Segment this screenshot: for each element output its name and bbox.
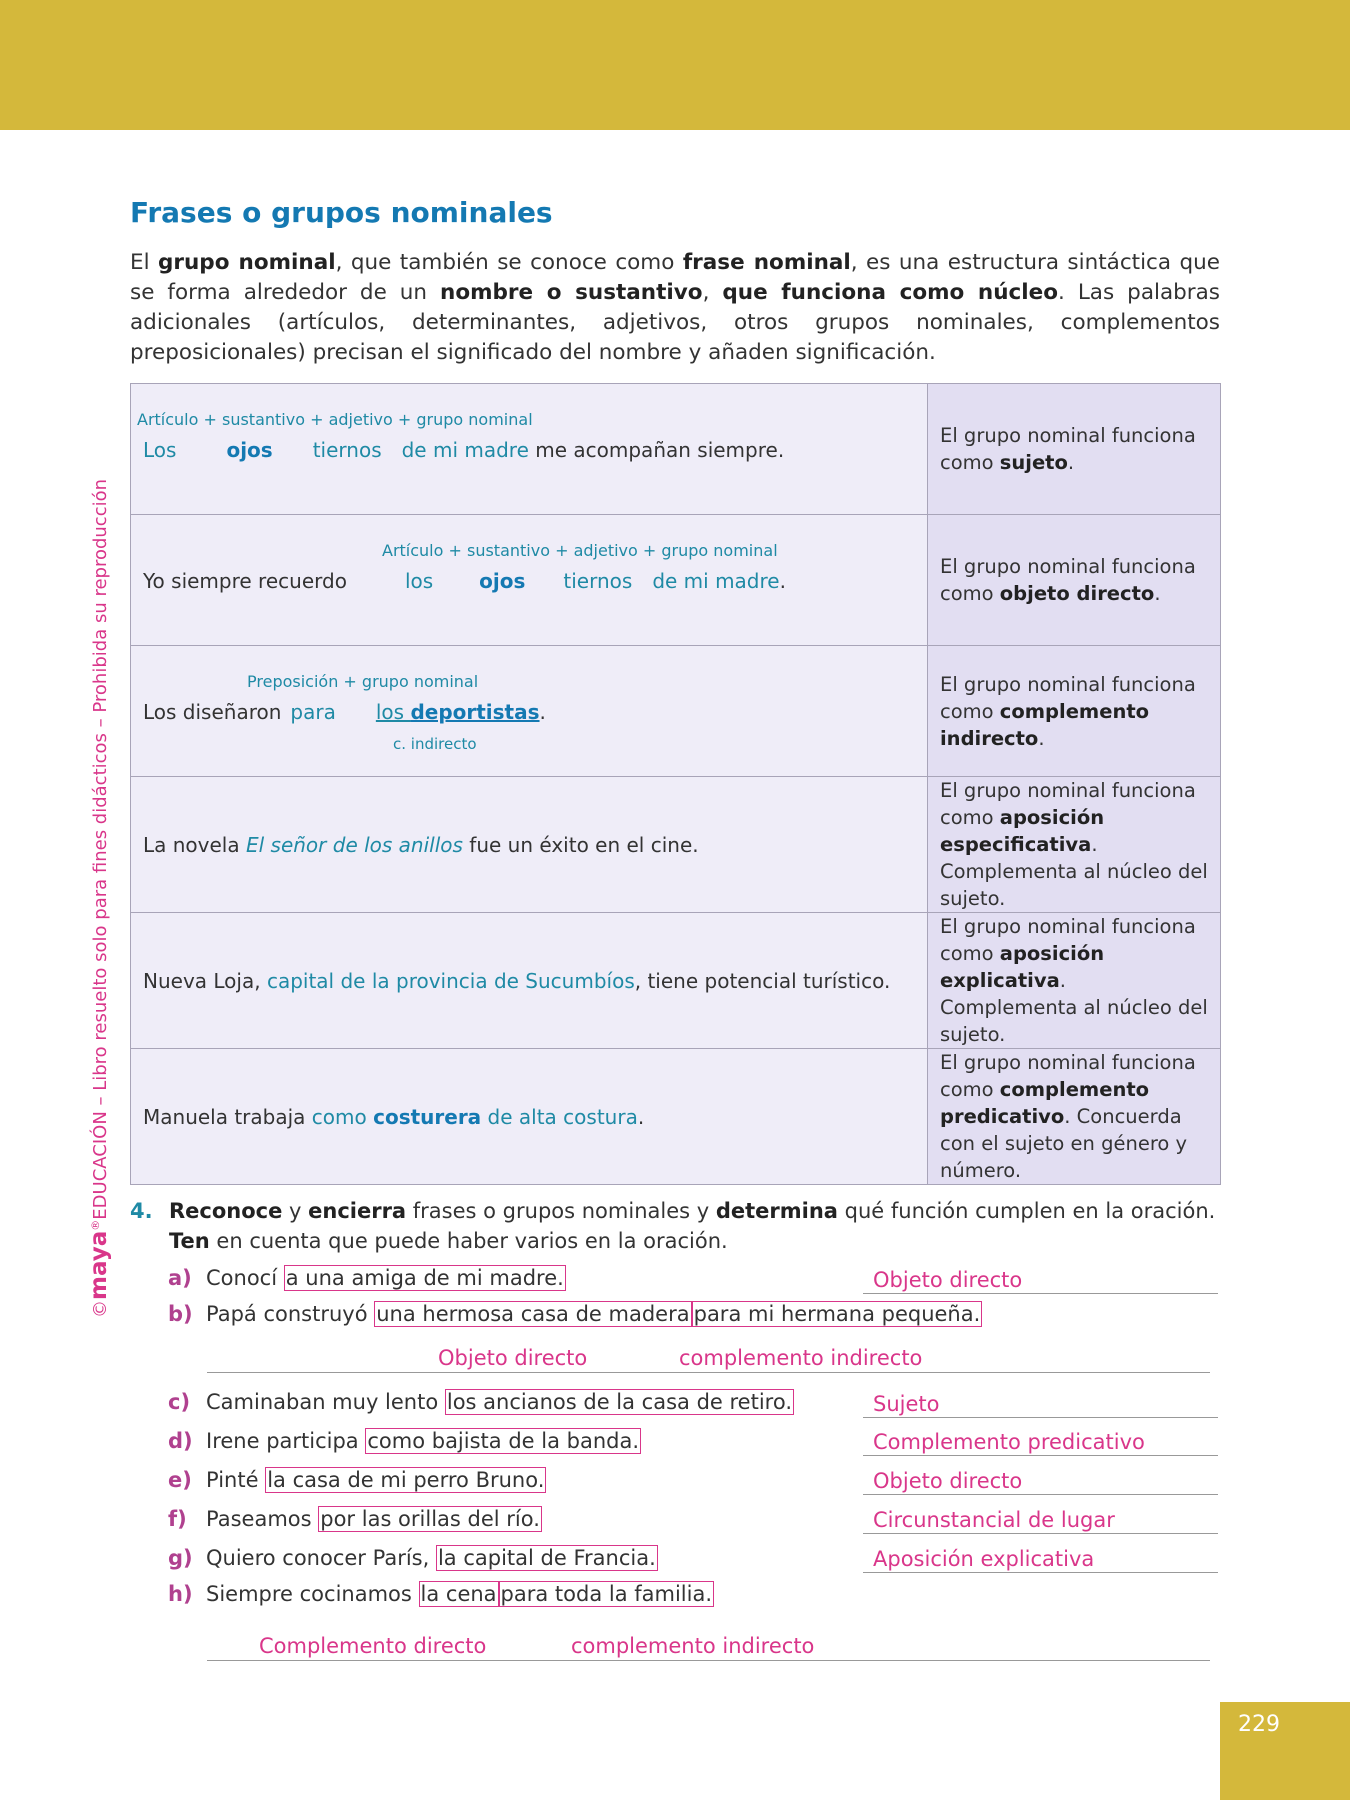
highlighted-phrase: por las orillas del río.	[320, 1507, 540, 1531]
function-cell: El grupo nominal funciona como complemento indirecto.	[928, 646, 1221, 777]
exercise-item-g: g) Quiero conocer París, la capital de Francia.	[168, 1546, 656, 1570]
table-row	[131, 384, 1221, 515]
function-cell: El grupo nominal funciona como complemento predicativo. Concuerda con el sujeto en género y número.	[928, 1049, 1221, 1185]
brand-logo: maya	[86, 1230, 112, 1300]
answer-field[interactable]: Objeto directo complemento indirecto	[207, 1344, 1210, 1373]
exercise-item-d: d) Irene participa como bajista de la banda.	[168, 1429, 640, 1453]
answer-field[interactable]: Objeto directo	[863, 1467, 1218, 1495]
highlighted-phrase: una hermosa casa de madera	[376, 1302, 690, 1326]
example-cell: Manuela trabaja como costurera de alta costura.	[131, 1049, 928, 1185]
top-color-band	[0, 0, 1350, 130]
exercise-4-instructions: 4. Reconoce y encierra frases o grupos nominales y determina qué función cumplen en la oración. Ten en cuenta que puede haber varios en la oración.	[130, 1196, 1220, 1256]
exercise-item-b: b) Papá construyó una hermosa casa de madera para mi hermana pequeña.	[168, 1302, 981, 1326]
nominal-groups-table	[130, 383, 1221, 1185]
exercise-item-a: a) Conocí a una amiga de mi madre.	[168, 1266, 564, 1290]
table-row	[131, 515, 1221, 646]
function-cell: El grupo nominal funciona como sujeto.	[928, 384, 1221, 515]
table-row	[131, 646, 1221, 777]
answer-field[interactable]: Sujeto	[863, 1390, 1218, 1418]
example-cell: Artículo + sustantivo + adjetivo + grupo nominal Los ojos tiernos de mi madre me acompañan siempre.	[131, 384, 928, 515]
example-cell: Nueva Loja, capital de la provincia de Sucumbíos, tiene potencial turístico.	[131, 913, 928, 1049]
answer-field[interactable]: Aposición explicativa	[863, 1545, 1218, 1573]
intro-paragraph: El grupo nominal, que también se conoce como frase nominal, es una estructura sintáctica que se forma alrededor de un nombre o sustantivo, que funciona como núcleo. Las palabras adicionales (artículos, determinantes, adjetivos, otros grupos nominales, complementos preposicionales) precisan el significado del nombre y añaden significación.	[130, 250, 1221, 365]
exercise-item-e: e) Pinté la casa de mi perro Bruno.	[168, 1468, 545, 1492]
function-cell: El grupo nominal funciona como aposición especificativa. Complementa al núcleo del sujeto.	[928, 777, 1221, 913]
highlighted-phrase: la cena	[420, 1582, 497, 1606]
exercise-item-h: h) Siempre cocinamos la cena para toda la familia.	[168, 1582, 713, 1606]
function-cell: El grupo nominal funciona como aposición explicativa. Complementa al núcleo del sujeto.	[928, 913, 1221, 1049]
exercise-item-c: c) Caminaban muy lento los ancianos de la casa de retiro.	[168, 1390, 792, 1414]
answer-field[interactable]: Objeto directo	[863, 1266, 1218, 1294]
page-number: 229	[1220, 1702, 1350, 1800]
table-row	[131, 777, 1221, 913]
highlighted-phrase: para toda la familia.	[500, 1582, 713, 1606]
table-row	[131, 913, 1221, 1049]
side-copyright-text: ©maya®EDUCACIÓN – Libro resuelto solo para fines didácticos – Prohibida su reproducción	[86, 478, 112, 1318]
answer-field[interactable]: Circunstancial de lugar	[863, 1506, 1218, 1534]
example-cell: Preposición + grupo nominal Los diseñaron para los deportistas. c. indirecto	[131, 646, 928, 777]
answer-field[interactable]: Complemento directo complemento indirecto	[207, 1632, 1210, 1661]
example-cell: Artículo + sustantivo + adjetivo + grupo nominal Yo siempre recuerdo los ojos tiernos de mi madre.	[131, 515, 928, 646]
highlighted-phrase: como bajista de la banda.	[367, 1429, 640, 1453]
table-row	[131, 1049, 1221, 1185]
highlighted-phrase: a una amiga de mi madre.	[285, 1266, 564, 1290]
exercise-item-f: f) Paseamos por las orillas del río.	[168, 1507, 540, 1531]
highlighted-phrase: para mi hermana pequeña.	[693, 1302, 981, 1326]
highlighted-phrase: los ancianos de la casa de retiro.	[446, 1390, 792, 1414]
function-cell: El grupo nominal funciona como objeto directo.	[928, 515, 1221, 646]
highlighted-phrase: la casa de mi perro Bruno.	[267, 1468, 545, 1492]
highlighted-phrase: la capital de Francia.	[437, 1546, 656, 1570]
section-heading: Frases o grupos nominales	[130, 196, 553, 229]
example-cell: La novela El señor de los anillos fue un éxito en el cine.	[131, 777, 928, 913]
answer-field[interactable]: Complemento predicativo	[863, 1428, 1218, 1456]
exercise-number: 4.	[130, 1199, 153, 1223]
